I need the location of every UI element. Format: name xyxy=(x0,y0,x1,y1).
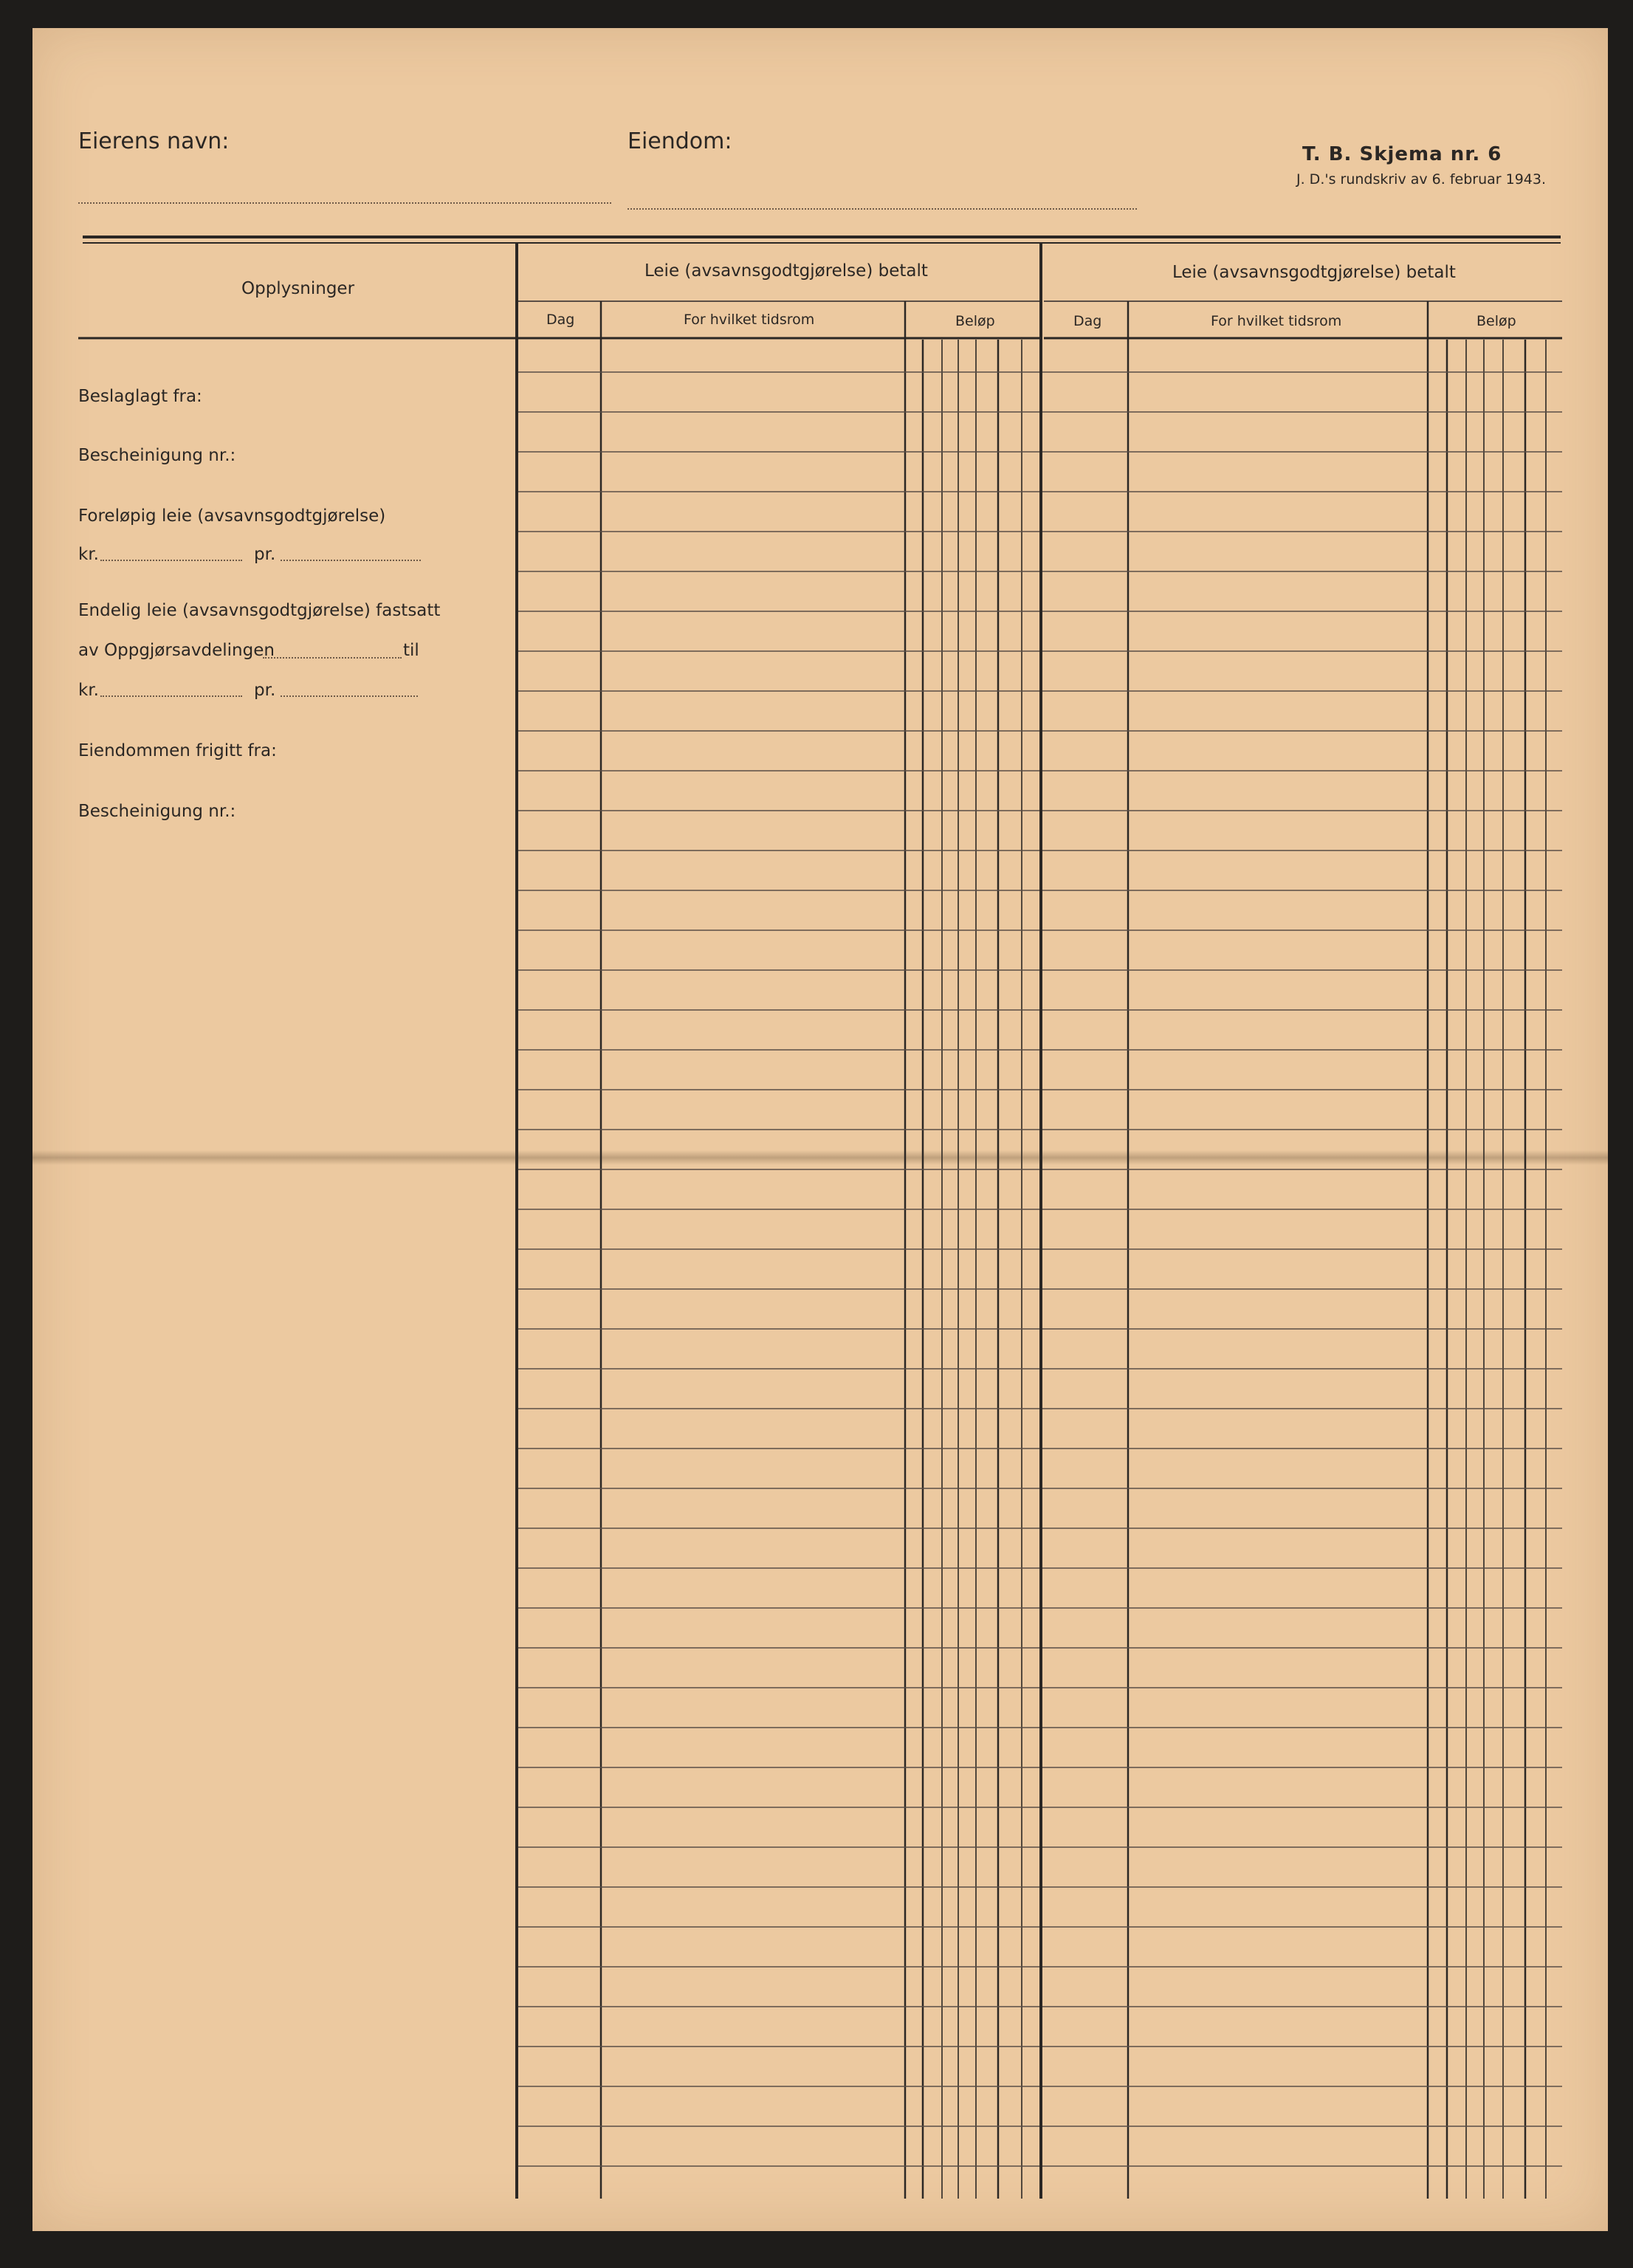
certificate-label-2: Bescheinigung nr.: xyxy=(78,802,236,821)
certificate-label-1: Bescheinigung nr.: xyxy=(78,446,236,465)
amount-column-header-2: Beløp xyxy=(1476,313,1516,329)
day-column-header-1: Dag xyxy=(546,312,575,328)
rent-group-header-1: Leie (avsavnsgodtgjørelse) betalt xyxy=(644,261,928,281)
preliminary-rent-label: Foreløpig leie (avsavnsgodtgjørelse) xyxy=(78,506,386,526)
form-sheet xyxy=(32,28,1608,2231)
owner-name-label: Eierens navn: xyxy=(78,128,230,154)
period-column-header-1: For hvilket tidsrom xyxy=(684,312,815,328)
property-label: Eiendom: xyxy=(628,128,732,154)
kr-label-2: kr. xyxy=(78,681,99,700)
seized-from-label: Beslaglagt fra: xyxy=(78,387,202,406)
amount-column-header-1: Beløp xyxy=(955,313,995,329)
day-column-header-2: Dag xyxy=(1073,313,1102,329)
by-department-label: av Oppgjørsavdelingen xyxy=(78,641,275,660)
pr-label-2: pr. xyxy=(254,681,276,700)
period-column-header-2: For hvilket tidsrom xyxy=(1211,313,1342,329)
released-from-label: Eiendommen frigitt fra: xyxy=(78,741,277,760)
ledger-grid xyxy=(32,28,1608,2231)
form-reference: J. D.'s rundskriv av 6. februar 1943. xyxy=(1296,171,1547,188)
final-rent-label: Endelig leie (avsavnsgodtgjørelse) fastsatt xyxy=(78,601,441,620)
form-title: T. B. Skjema nr. 6 xyxy=(1302,143,1502,165)
rent-group-header-2: Leie (avsavnsgodtgjørelse) betalt xyxy=(1172,263,1456,282)
til-label: til xyxy=(403,641,419,660)
pr-label-1: pr. xyxy=(254,545,276,564)
info-column-header: Opplysninger xyxy=(241,279,355,298)
kr-label-1: kr. xyxy=(78,545,99,564)
